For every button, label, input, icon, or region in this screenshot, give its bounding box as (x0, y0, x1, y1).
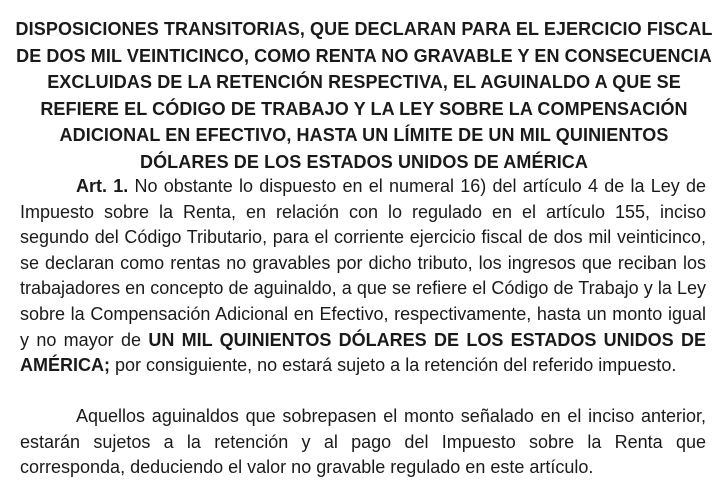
document-title: DISPOSICIONES TRANSITORIAS, QUE DECLARAN PARA EL EJERCICIO FISCAL DE DOS MIL VEINTICINCO, COMO RENTA NO GRAVABLE Y EN CONSECUENCIA EXCLUIDAS DE LA RETENCIÓN RESPECTIVA, EL AGUINALDO A QUE SE REFIERE EL CÓDIGO DE TRABAJO Y LA LEY SOBRE LA COMPENSACIÓN ADICIONAL EN EFECTIVO, HASTA UN LÍMITE DE UN MIL QUINIENTOS DÓLARES DE LOS ESTADOS UNIDOS DE AMÉRICA (15, 19, 713, 172)
article-amount: UN MIL QUINIENTOS DÓLARES DE LOS ESTADOS UNIDOS DE AMÉRICA; (20, 329, 706, 376)
article-1-paragraph (20, 174, 706, 379)
article-text-after-amount: por consiguiente, no estará sujeto a la retención del referido impuesto. (110, 355, 677, 376)
article-label: Art. 1. (76, 176, 129, 196)
article-text-before-amount: No obstante lo dispuesto en el numeral 16) del artículo 4 de la Ley de Impuesto sobre la Renta, en relación con lo regulado en el artículo 155, inciso segundo del Código Tributario, para el corriente ejercicio fiscal de dos mil veinticinco, se declaran como rentas no gravables por dicho tributo, los ingresos que reciban los trabajadores en concepto de aguinaldo, a que se refiere el Código de Trabajo y la Ley sobre la Compensación Adicional en Efectivo, respectivamente, hasta un monto igual y no mayor de (20, 176, 707, 350)
second-paragraph: Aquellos aguinaldos que sobrepasen el monto señalado en el inciso anterior, estarán sujetos a la retención y al pago del Impuesto sobre la Renta que corresponda, deduciendo el valor no gravable regulado en este artículo. (20, 406, 706, 478)
